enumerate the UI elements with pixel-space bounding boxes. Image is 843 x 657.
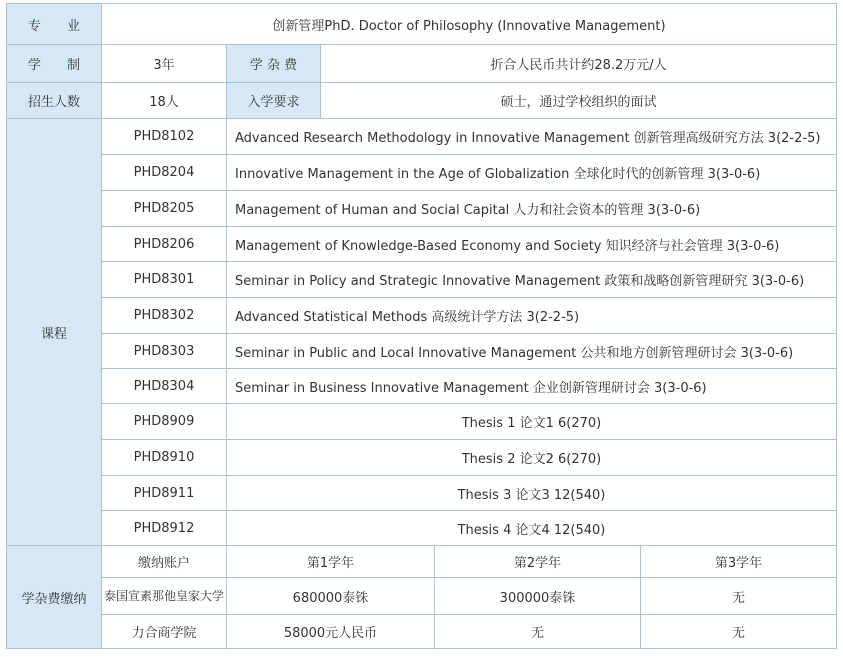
fee-value: 折合人民币共计约28.2万元/人 <box>321 45 837 83</box>
course-code: PHD8102 <box>102 119 227 155</box>
duration-value: 3年 <box>102 45 227 83</box>
course-name: Seminar in Policy and Strategic Innovative Management 政策和战略创新管理研究 3(3-0-6) <box>227 262 837 298</box>
enrollment-label: 招生人数 <box>7 83 102 119</box>
course-code: PHD8205 <box>102 191 227 227</box>
course-name: Management of Knowledge-Based Economy and Society 知识经济与社会管理 3(3-0-6) <box>227 227 837 262</box>
course-row <box>7 298 837 334</box>
thesis-code: PHD8912 <box>102 511 227 546</box>
course-name: Seminar in Business Innovative Management 企业创新管理研讨会 3(3-0-6) <box>227 369 837 404</box>
thesis-row <box>7 511 837 546</box>
courses-label: 课程 <box>7 119 102 546</box>
thesis-row <box>7 404 837 440</box>
course-code: PHD8204 <box>102 155 227 191</box>
course-row <box>7 191 837 227</box>
fee-payment-label: 学杂费缴纳 <box>7 546 102 649</box>
thesis-name: Thesis 1 论文1 6(270) <box>227 404 837 440</box>
major-row <box>7 4 837 45</box>
course-code: PHD8304 <box>102 369 227 404</box>
requirement-label: 入学要求 <box>227 83 321 119</box>
program-info-table <box>6 3 837 649</box>
course-name: Advanced Statistical Methods 高级统计学方法 3(2-2-5) <box>227 298 837 334</box>
fee-year1: 680000泰铢 <box>227 578 435 615</box>
course-code: PHD8303 <box>102 334 227 369</box>
course-code: PHD8302 <box>102 298 227 334</box>
course-row <box>7 227 837 262</box>
enrollment-row <box>7 83 837 119</box>
thesis-code: PHD8910 <box>102 440 227 476</box>
major-value: 创新管理PhD. Doctor of Philosophy (Innovative Management) <box>102 4 837 45</box>
fee-account: 泰国宣素那他皇家大学 <box>102 578 227 615</box>
course-row <box>7 369 837 404</box>
course-row <box>7 119 837 155</box>
fee-year2: 300000泰铢 <box>435 578 641 615</box>
fee-header-year3: 第3学年 <box>641 546 837 578</box>
course-row <box>7 262 837 298</box>
course-name: Innovative Management in the Age of Globalization 全球化时代的创新管理 3(3-0-6) <box>227 155 837 191</box>
fee-row <box>7 615 837 649</box>
major-label: 专 业 <box>7 4 102 45</box>
fee-year1: 58000元人民币 <box>227 615 435 649</box>
fee-row <box>7 578 837 615</box>
thesis-name: Thesis 4 论文4 12(540) <box>227 511 837 546</box>
thesis-name: Thesis 2 论文2 6(270) <box>227 440 837 476</box>
fee-header-year2: 第2学年 <box>435 546 641 578</box>
course-code: PHD8206 <box>102 227 227 262</box>
thesis-name: Thesis 3 论文3 12(540) <box>227 476 837 511</box>
thesis-row <box>7 476 837 511</box>
fee-label: 学 杂 费 <box>227 45 321 83</box>
enrollment-value: 18人 <box>102 83 227 119</box>
course-row <box>7 334 837 369</box>
course-name: Seminar in Public and Local Innovative Management 公共和地方创新管理研讨会 3(3-0-6) <box>227 334 837 369</box>
fee-header-account: 缴纳账户 <box>102 546 227 578</box>
course-code: PHD8301 <box>102 262 227 298</box>
course-name: Advanced Research Methodology in Innovative Management 创新管理高级研究方法 3(2-2-5) <box>227 119 837 155</box>
fee-year2: 无 <box>435 615 641 649</box>
fee-account: 力合商学院 <box>102 615 227 649</box>
thesis-code: PHD8909 <box>102 404 227 440</box>
fee-year3: 无 <box>641 615 837 649</box>
course-row <box>7 155 837 191</box>
fee-header-year1: 第1学年 <box>227 546 435 578</box>
requirement-value: 硕士，通过学校组织的面试 <box>321 83 837 119</box>
thesis-row <box>7 440 837 476</box>
fee-year3: 无 <box>641 578 837 615</box>
course-name: Management of Human and Social Capital 人力和社会资本的管理 3(3-0-6) <box>227 191 837 227</box>
duration-row <box>7 45 837 83</box>
fee-header-row <box>7 546 837 578</box>
duration-label: 学 制 <box>7 45 102 83</box>
thesis-code: PHD8911 <box>102 476 227 511</box>
